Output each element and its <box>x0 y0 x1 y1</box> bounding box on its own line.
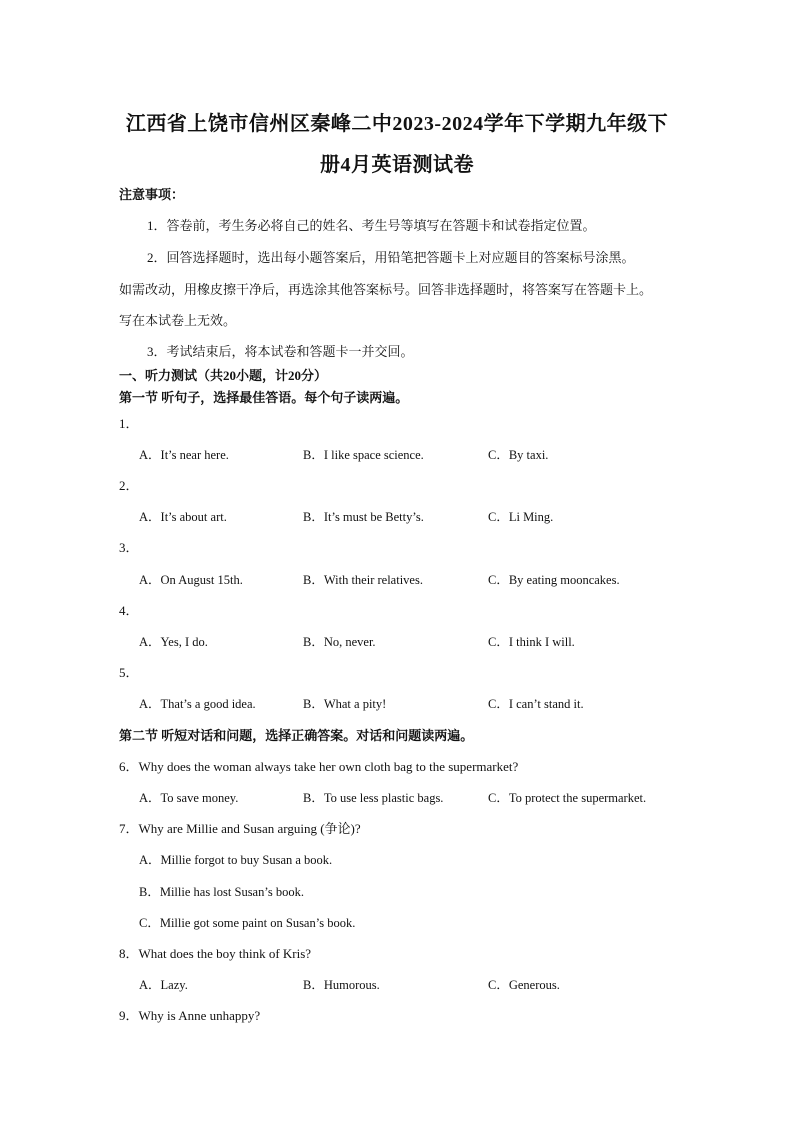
question-number: 4． <box>119 603 139 618</box>
notice-heading: 注意事项： <box>119 187 185 202</box>
notice-item-2-line-3: 写在本试卷上无效。 <box>119 313 237 328</box>
option-c: C．Li Ming. <box>488 510 554 524</box>
question-stem: 9．Why is Anne unhappy? <box>119 1008 261 1023</box>
option-a: A．Millie forgot to buy Susan a book. <box>139 853 333 867</box>
option-a: A．It’s about art. <box>139 510 227 524</box>
option-a: A．On August 15th. <box>139 573 243 587</box>
option-b: B．It’s must be Betty’s. <box>303 510 424 524</box>
notice-item-1: 1．答卷前，考生务必将自己的姓名、考生号等填写在答题卡和试卷指定位置。 <box>147 218 596 233</box>
option-a: A．Yes, I do. <box>139 635 208 649</box>
option-c: C．By taxi. <box>488 448 549 462</box>
option-c: C．I can’t stand it. <box>488 697 584 711</box>
question-stem: 6．Why does the woman always take her own cloth bag to the supermarket? <box>119 759 519 774</box>
option-b: B．With their relatives. <box>303 573 423 587</box>
notice-item-3: 3．考试结束后，将本试卷和答题卡一并交回。 <box>147 344 414 359</box>
notice-item-2-line-1: 2．回答选择题时，选出每小题答案后，用铅笔把答题卡上对应题目的答案标号涂黑。 <box>147 250 635 265</box>
option-a: A．To save money. <box>139 791 239 805</box>
option-a: A．It’s near here. <box>139 448 229 462</box>
option-b: B．To use less plastic bags. <box>303 791 444 805</box>
exam-title-line-2: 册4月英语测试卷 <box>320 154 474 176</box>
option-b: B．Millie has lost Susan’s book. <box>139 885 304 899</box>
question-number: 1． <box>119 416 139 431</box>
question-number: 3． <box>119 540 139 555</box>
part-1-heading: 第一节 听句子，选择最佳答语。每个句子读两遍。 <box>119 390 409 405</box>
option-c: C．Millie got some paint on Susan’s book. <box>139 916 356 930</box>
option-c: C．To protect the supermarket. <box>488 791 647 805</box>
question-stem: 7．Why are Millie and Susan arguing (争论)? <box>119 821 361 836</box>
notice-item-2-line-2: 如需改动，用橡皮擦干净后，再选涂其他答案标号。回答非选择题时，将答案写在答题卡上。 <box>119 282 653 297</box>
section-heading: 一、听力测试（共20小题，计20分） <box>119 368 328 383</box>
question-number: 5． <box>119 665 139 680</box>
question-stem: 8．What does the boy think of Kris? <box>119 946 312 961</box>
option-b: B．What a pity! <box>303 697 387 711</box>
option-a: A．That’s a good idea. <box>139 697 256 711</box>
option-c: C．Generous. <box>488 978 560 992</box>
option-c: C．By eating mooncakes. <box>488 573 620 587</box>
question-number: 2． <box>119 478 139 493</box>
option-c: C．I think I will. <box>488 635 575 649</box>
exam-title-line-1: 江西省上饶市信州区秦峰二中2023-2024学年下学期九年级下 <box>125 113 669 135</box>
option-b: B．Humorous. <box>303 978 380 992</box>
option-a: A．Lazy. <box>139 978 188 992</box>
option-b: B．I like space science. <box>303 448 424 462</box>
part-2-heading: 第二节 听短对话和问题，选择正确答案。对话和问题读两遍。 <box>119 728 474 743</box>
option-b: B．No, never. <box>303 635 376 649</box>
